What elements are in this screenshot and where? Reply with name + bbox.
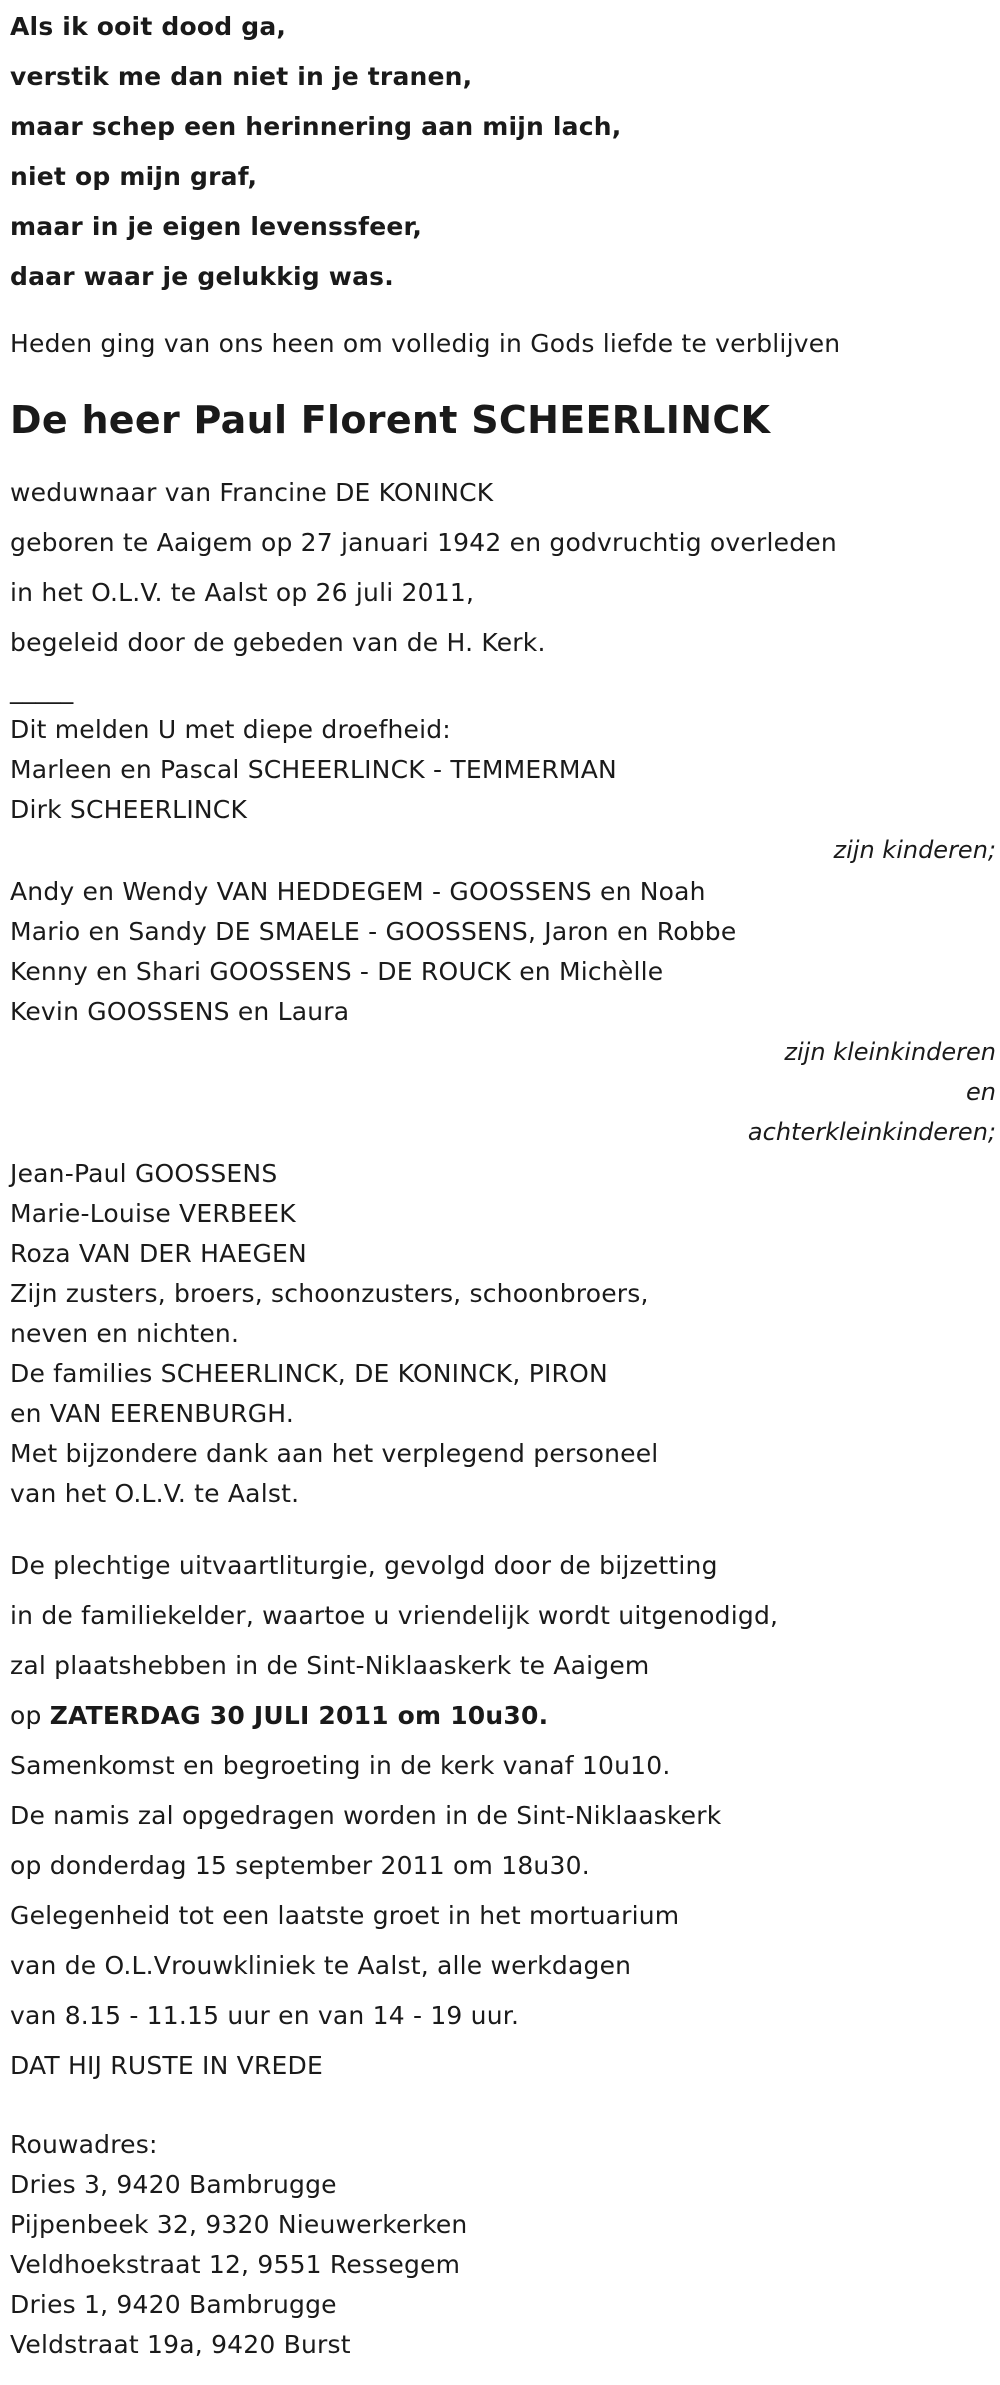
grandchild-entry: Kenny en Shari GOOSSENS - DE ROUCK en Michèlle bbox=[10, 957, 664, 986]
grandchild-entry: Kevin GOOSSENS en Laura bbox=[10, 997, 350, 1026]
service-line: De plechtige uitvaartliturgie, gevolgd door de bijzetting bbox=[10, 1551, 718, 1580]
service-date-line bbox=[10, 1691, 996, 1741]
service-line: Gelegenheid tot een laatste groet in het mortuarium bbox=[10, 1901, 680, 1930]
address-title: Rouwadres: bbox=[10, 2130, 158, 2159]
family-entry: Zijn zusters, broers, schoonzusters, schoonbroers, bbox=[10, 1279, 649, 1308]
family-entry: van het O.L.V. te Aalst. bbox=[10, 1479, 300, 1508]
grandchildren-note: achterkleinkinderen; bbox=[747, 1118, 996, 1146]
separator: _____ bbox=[10, 675, 74, 704]
family-entry: Marie-Louise VERBEEK bbox=[10, 1199, 296, 1228]
poem-line: niet op mijn graf, bbox=[10, 162, 258, 191]
bio-line: weduwnaar van Francine DE KONINCK bbox=[10, 478, 494, 507]
child-entry: Dirk SCHEERLINCK bbox=[10, 795, 248, 824]
family-entry: en VAN EERENBURGH. bbox=[10, 1399, 294, 1428]
address-entry: Veldstraat 19a, 9420 Burst bbox=[10, 2330, 351, 2359]
service-line: in de familiekelder, waartoe u vriendelijk wordt uitgenodigd, bbox=[10, 1601, 779, 1630]
grandchildren-note: zijn kleinkinderen bbox=[784, 1038, 996, 1066]
address-entry: Veldhoekstraat 12, 9551 Ressegem bbox=[10, 2250, 461, 2279]
family-entry: De families SCHEERLINCK, DE KONINCK, PIRON bbox=[10, 1359, 608, 1388]
service-line: Samenkomst en begroeting in de kerk vanaf 10u10. bbox=[10, 1751, 671, 1780]
poem-line: verstik me dan niet in je tranen, bbox=[10, 62, 473, 91]
poem-line: maar schep een herinnering aan mijn lach, bbox=[10, 112, 622, 141]
family-entry: Met bijzondere dank aan het verplegend personeel bbox=[10, 1439, 659, 1468]
bio-line: geboren te Aaigem op 27 januari 1942 en godvruchtig overleden bbox=[10, 528, 837, 557]
service-line: De namis zal opgedragen worden in de Sint-Niklaaskerk bbox=[10, 1801, 722, 1830]
poem-line: daar waar je gelukkig was. bbox=[10, 262, 394, 291]
poem bbox=[10, 0, 996, 302]
family-section bbox=[10, 1154, 996, 1514]
funeral-service bbox=[10, 1541, 996, 2091]
family-entry: Jean-Paul GOOSSENS bbox=[10, 1159, 278, 1188]
child-entry: Marleen en Pascal SCHEERLINCK - TEMMERMAN bbox=[10, 755, 617, 784]
poem-line: maar in je eigen levenssfeer, bbox=[10, 212, 423, 241]
children-note: zijn kinderen; bbox=[833, 836, 996, 864]
service-line: zal plaatshebben in de Sint-Niklaaskerk te Aaigem bbox=[10, 1651, 650, 1680]
service-line: van 8.15 - 11.15 uur en van 14 - 19 uur. bbox=[10, 2001, 520, 2030]
intro-text: Heden ging van ons heen om volledig in Gods liefde te verblijven bbox=[10, 329, 841, 358]
grandchildren-section bbox=[10, 872, 996, 1032]
obituary-document bbox=[10, 0, 996, 2365]
address-entry: Dries 1, 9420 Bambrugge bbox=[10, 2290, 337, 2319]
bio-line: in het O.L.V. te Aalst op 26 juli 2011, bbox=[10, 578, 475, 607]
poem-line: Als ik ooit dood ga, bbox=[10, 12, 287, 41]
address-entry: Dries 3, 9420 Bambrugge bbox=[10, 2170, 337, 2199]
bio-line: begeleid door de gebeden van de H. Kerk. bbox=[10, 628, 546, 657]
service-date: ZATERDAG 30 JULI 2011 om 10u30. bbox=[49, 1701, 549, 1730]
mourners-section bbox=[10, 710, 996, 830]
service-date-prefix: op bbox=[10, 1701, 50, 1730]
grandchild-entry: Mario en Sandy DE SMAELE - GOOSSENS, Jaron en Robbe bbox=[10, 917, 737, 946]
grandchild-entry: Andy en Wendy VAN HEDDEGEM - GOOSSENS en Noah bbox=[10, 877, 706, 906]
address-entry: Pijpenbeek 32, 9320 Nieuwerkerken bbox=[10, 2210, 468, 2239]
address-section bbox=[10, 2125, 996, 2365]
family-entry: neven en nichten. bbox=[10, 1319, 240, 1348]
service-line: van de O.L.Vrouwkliniek te Aalst, alle werkdagen bbox=[10, 1951, 632, 1980]
announcement: Dit melden U met diepe droefheid: bbox=[10, 715, 451, 744]
grandchildren-note: en bbox=[966, 1078, 996, 1106]
deceased-name: De heer Paul Florent SCHEERLINCK bbox=[10, 398, 771, 442]
family-entry: Roza VAN DER HAEGEN bbox=[10, 1239, 307, 1268]
service-line: op donderdag 15 september 2011 om 18u30. bbox=[10, 1851, 590, 1880]
service-line: DAT HIJ RUSTE IN VREDE bbox=[10, 2051, 323, 2080]
biography bbox=[10, 468, 996, 668]
